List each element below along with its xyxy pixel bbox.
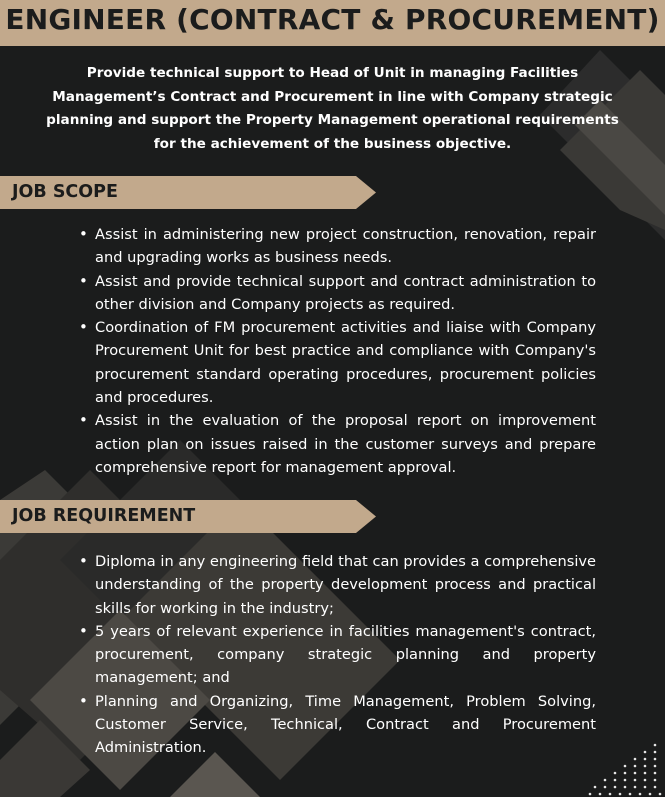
list-item [76,223,596,270]
list-item-text: Coordination of FM procurement activities and liaise with Company Procurement Unit for best practice and compliance with Company's procurement standard operating procedures, procurement policies and procedures. [95,319,596,407]
job-scope-list [76,223,596,479]
job-scope-heading-ribbon [0,176,376,209]
bullet-icon: • [79,411,88,430]
job-requirement-heading: JOB REQUIREMENT [12,506,196,526]
bullet-icon: • [79,225,88,243]
list-item [76,270,596,317]
list-item-text: Assist and provide technical support and contract administration to other division and Company projects as required. [95,272,596,313]
bullet-icon: • [79,621,88,640]
list-item-text: Assist in the evaluation of the proposal report on improvement action plan on issues raised in the customer surveys and prepare comprehensive report for management approval. [95,412,596,476]
list-item-text: Planning and Organizing, Time Management, Problem Solving, Customer Service, Technical, Contract and Procurement Administration. [95,692,596,757]
list-item [76,316,596,409]
list-item-text: 5 years of relevant experience in facilities management's contract, procurement, company strategic planning and property management; and [95,622,596,687]
bullet-icon: • [79,271,88,290]
list-item-text: Diploma in any engineering field that can provides a comprehensive understanding of the property development process and practical skills for working in the industry; [95,553,596,617]
list-item [76,620,596,690]
title-banner [0,0,665,46]
job-summary: Provide technical support to Head of Unit in managing Facilities Management’s Contract and Procurement in line with Company strategic planning and support the Property Management operational requirements for the achievement of the business objective. [46,65,619,152]
job-requirement-list [76,550,596,760]
bullet-icon: • [79,691,88,710]
list-item [76,409,596,479]
bullet-icon: • [79,318,88,337]
list-item [76,550,596,620]
list-item [76,690,596,760]
job-scope-heading: JOB SCOPE [12,182,118,202]
page-title: ENGINEER (CONTRACT & PROCUREMENT) [5,3,660,36]
bullet-icon: • [79,552,88,570]
list-item-text: Assist in administering new project construction, renovation, repair and upgrading works as business needs. [95,226,596,267]
job-requirement-heading-ribbon [0,500,376,533]
